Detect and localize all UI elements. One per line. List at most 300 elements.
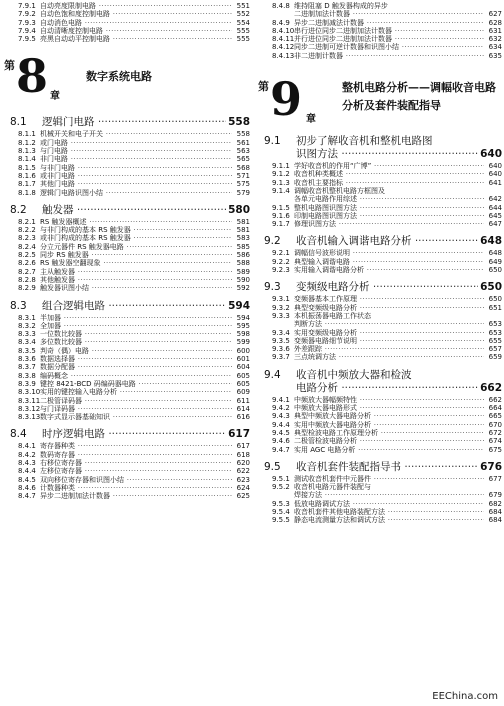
entry-page: 600	[236, 346, 250, 355]
section-number: 9.4	[264, 368, 281, 381]
section-title-cont: 识图方法 ·····	[296, 148, 478, 160]
toc-entry	[4, 251, 250, 259]
section-number: 9.2	[264, 235, 281, 248]
entry-number: 8.3.11	[18, 396, 41, 405]
toc-entry	[258, 312, 502, 320]
entry-title: 多位数比较器 ·····	[40, 338, 232, 346]
toc-entry	[4, 172, 250, 180]
entry-title: 实用 AGC 电路分析 ·····	[294, 446, 484, 454]
entry-title: 或非门电路 ·····	[40, 172, 232, 180]
entry-page: 568	[236, 163, 250, 172]
entry-title: 变频器基本工作原理 ·····	[294, 295, 484, 303]
entry-title: 同步二进制可逆计数器和识图小结 ·····	[294, 43, 484, 51]
toc-entry	[258, 304, 502, 312]
section-page: 580	[228, 203, 250, 216]
entry-title: 实用变频级电路分析 ·····	[294, 329, 484, 337]
entry-page: 585	[236, 242, 250, 251]
entry-page: 634	[488, 43, 502, 52]
entry-number: 9.3.6	[272, 345, 290, 354]
section-page: 640	[480, 148, 502, 161]
entry-title: 数码寄存器 ·····	[40, 451, 232, 459]
toc-entry	[4, 268, 250, 276]
entry-number: 8.3.6	[18, 355, 36, 364]
entry-page: 583	[236, 234, 250, 243]
chapter-9-header	[258, 72, 502, 132]
toc-entry	[4, 492, 250, 500]
section-title: 组合逻辑电路 ·····	[42, 300, 226, 312]
toc-entry	[258, 483, 502, 491]
entry-page: 648	[488, 249, 502, 258]
toc-entry	[258, 249, 502, 257]
toc-entry	[4, 234, 250, 242]
entry-number: 9.1.4	[272, 186, 290, 195]
toc-entry	[258, 179, 502, 187]
spacer	[258, 454, 502, 458]
section-entries	[258, 396, 502, 454]
entry-title: 焊接方法 ·····	[294, 491, 484, 499]
entry-title: RS 触发器概述 ·····	[40, 218, 232, 226]
section-page: 558	[228, 116, 250, 129]
entry-page: 641	[488, 178, 502, 187]
entry-page: 623	[236, 475, 250, 484]
toc-entry	[4, 276, 250, 284]
entry-title: 静态电流测量方法和调试方法 ·····	[294, 516, 484, 524]
entry-page: 565	[236, 155, 250, 164]
entry-number: 8.1.2	[18, 138, 36, 147]
entry-title: 本机振荡器电路工作状态	[294, 311, 371, 320]
toc-entry	[4, 347, 250, 355]
section-entries	[258, 249, 502, 274]
toc-entry	[4, 397, 250, 405]
entry-title: 左移位寄存器 ·····	[40, 467, 232, 475]
toc-entry	[4, 226, 250, 234]
chapter-9-sections	[258, 135, 502, 529]
entry-title: 亮黑自动动平控制电路 ·····	[40, 35, 232, 43]
toc-entry	[258, 27, 502, 35]
toc-entry	[4, 130, 250, 138]
entry-number: 8.3.8	[18, 371, 36, 380]
section-heading	[4, 428, 250, 440]
entry-page: 605	[236, 379, 250, 388]
toc-entry	[4, 2, 250, 10]
entry-page: 617	[236, 442, 250, 451]
entry-number: 9.4.2	[272, 404, 290, 413]
entry-number: 9.5.4	[272, 507, 290, 516]
section-heading-cont	[258, 148, 502, 160]
entry-title: 主从触发器 ·····	[40, 268, 232, 276]
toc-entry	[4, 155, 250, 163]
toc-entry	[4, 19, 250, 27]
entry-page: 628	[488, 18, 502, 27]
section-entries	[4, 130, 250, 196]
entry-title: 数据分配器 ·····	[40, 363, 232, 371]
entry-title: 自动色饱和度控制电路 ·····	[40, 10, 232, 18]
section-entries	[258, 295, 502, 361]
right-column	[258, 0, 502, 529]
entry-number: 8.3.4	[18, 338, 36, 347]
entry-number: 8.4.8	[272, 2, 290, 10]
entry-page: 682	[488, 499, 502, 508]
entry-page: 588	[236, 259, 250, 268]
section-heading	[258, 235, 502, 247]
toc-entry	[4, 180, 250, 188]
entry-page: 640	[488, 170, 502, 179]
entry-number: 9.4.4	[272, 420, 290, 429]
entry-number: 9.3.5	[272, 336, 290, 345]
toc-entry	[258, 337, 502, 345]
toc-entry	[258, 353, 502, 361]
section-heading-cont	[258, 382, 502, 394]
toc-entry	[258, 295, 502, 303]
entry-title: 收音机电路元器件装配与	[294, 483, 371, 492]
chapter-suffix: 章	[50, 91, 60, 103]
entry-page: 592	[236, 284, 250, 293]
section-title: 收音机套件装配指导书 ·····	[296, 461, 478, 473]
entry-title: 与非门电路 ·····	[40, 164, 232, 172]
entry-number: 8.3.13	[18, 413, 41, 422]
chapter-title: 数字系统电路	[86, 70, 152, 84]
section-title: 时序逻辑电路 ·····	[42, 428, 226, 440]
entry-title: 触发器识图小结 ·····	[40, 284, 232, 292]
entry-title: 半加器 ·····	[40, 314, 232, 322]
entry-page: 631	[488, 26, 502, 35]
section-heading	[258, 369, 502, 381]
toc-entry	[258, 195, 502, 203]
entry-number: 9.2.2	[272, 257, 290, 266]
entry-page: 601	[236, 355, 250, 364]
spacer	[4, 197, 250, 201]
section-entries	[4, 442, 250, 500]
entry-page: 609	[236, 388, 250, 397]
toc-entry	[258, 43, 502, 51]
section-page: 676	[480, 460, 502, 473]
entry-number: 9.5.3	[272, 499, 290, 508]
entry-number: 8.2.9	[18, 284, 36, 293]
entry-number: 8.1.6	[18, 171, 36, 180]
entry-number: 9.1.6	[272, 211, 290, 220]
entry-number: 9.4.5	[272, 428, 290, 437]
section-title: 收音机输入调谐电路分析 ·····	[296, 235, 478, 247]
entry-title: 并行进位同步二进制加法计数器 ·····	[294, 35, 484, 43]
entry-title: 其他触发器 ·····	[40, 276, 232, 284]
entry-page: 657	[488, 345, 502, 354]
entry-title: 右移位寄存器 ·····	[40, 459, 232, 467]
spacer	[258, 362, 502, 366]
entry-title: 中频放大器幅频特性 ·····	[294, 396, 484, 404]
section-title: 逻辑门电路 ·····	[42, 116, 226, 128]
entry-page: 554	[236, 18, 250, 27]
entry-page: 677	[488, 474, 502, 483]
toc-entry	[4, 10, 250, 18]
chapter-8-header	[4, 51, 250, 113]
entry-number: 7.9.4	[18, 26, 36, 35]
toc-entry	[258, 10, 502, 18]
toc-list-7-9	[4, 2, 250, 43]
toc-entry	[258, 204, 502, 212]
spacer	[4, 293, 250, 297]
section-number: 9.5	[264, 460, 281, 473]
entry-number: 8.1.5	[18, 163, 36, 172]
toc-entry	[4, 139, 250, 147]
toc-entry	[4, 35, 250, 43]
entry-number: 9.4.7	[272, 445, 290, 454]
toc-entry	[4, 451, 250, 459]
entry-title: RS 触发器空翻现象 ·····	[40, 259, 232, 267]
entry-page: 659	[488, 353, 502, 362]
entry-page: 618	[236, 450, 250, 459]
toc-entry	[258, 35, 502, 43]
section-entries	[4, 218, 250, 293]
entry-number: 9.1.5	[272, 203, 290, 212]
entry-page: 675	[488, 445, 502, 454]
toc-entry	[258, 329, 502, 337]
entry-number: 7.9.1	[18, 2, 36, 10]
entry-number: 9.1.3	[272, 178, 290, 187]
toc-entry	[4, 322, 250, 330]
toc-entry	[258, 345, 502, 353]
entry-page: 575	[236, 180, 250, 189]
entry-number: 8.4.7	[18, 492, 36, 501]
entry-number: 7.9.2	[18, 10, 36, 19]
entry-title: 键控 8421-BCD 码编码器电路 ·····	[40, 380, 232, 388]
toc-entry	[258, 437, 502, 445]
entry-number: 8.2.6	[18, 259, 36, 268]
toc-entry	[4, 476, 250, 484]
entry-page: 590	[236, 275, 250, 284]
toc-entry	[258, 162, 502, 170]
entry-title: 与门译码器 ·····	[40, 405, 232, 413]
section-heading	[258, 281, 502, 293]
entry-title: 或门电路 ·····	[40, 139, 232, 147]
toc-entry	[258, 446, 502, 454]
toc-entry	[4, 380, 250, 388]
toc-entry	[258, 508, 502, 516]
toc-entry	[4, 355, 250, 363]
entry-page: 598	[236, 330, 250, 339]
entry-number: 8.4.2	[18, 450, 36, 459]
entry-page: 604	[236, 363, 250, 372]
entry-number: 8.1.7	[18, 180, 36, 189]
entry-page: 594	[236, 313, 250, 322]
section-title: 触发器 ·····	[42, 204, 226, 216]
toc-entry	[4, 314, 250, 322]
entry-number: 8.3.2	[18, 321, 36, 330]
toc-list-8-4-cont	[258, 2, 502, 60]
entry-page: 581	[236, 226, 250, 235]
toc-entry	[4, 413, 250, 421]
entry-title: 寄存器种类 ·····	[40, 442, 232, 450]
entry-number: 8.4.13	[272, 51, 295, 60]
entry-title: 实用输入调谐电路分析 ·····	[294, 266, 484, 274]
section-heading	[4, 300, 250, 312]
entry-title: 二极管译码器 ·····	[40, 397, 232, 405]
entry-title: 三点统调方法 ·····	[294, 353, 484, 361]
entry-number: 9.4.6	[272, 437, 290, 446]
entry-page: 599	[236, 338, 250, 347]
entry-number: 8.1.3	[18, 147, 36, 156]
toc-entry	[258, 491, 502, 499]
entry-number: 9.2.1	[272, 249, 290, 258]
entry-title: 收音机主要指标 ·····	[294, 179, 484, 187]
entry-page: 563	[236, 147, 250, 156]
entry-page: 595	[236, 321, 250, 330]
toc-entry	[258, 516, 502, 524]
entry-number: 8.4.5	[18, 475, 36, 484]
entry-page: 650	[488, 266, 502, 275]
entry-title: 典型检波电路工作原理分析 ·····	[294, 429, 484, 437]
toc-entry	[4, 330, 250, 338]
entry-title: 典型输入调谐电路 ·····	[294, 258, 484, 266]
toc-entry	[4, 459, 250, 467]
chapter-title-line2: 分析及套件装配指导	[342, 99, 441, 113]
entry-number: 8.3.9	[18, 379, 36, 388]
entry-number: 9.4.3	[272, 412, 290, 421]
entry-page: 642	[488, 195, 502, 204]
entry-number: 9.3.3	[272, 311, 290, 320]
toc-entry	[4, 442, 250, 450]
entry-page: 684	[488, 516, 502, 525]
entry-number: 8.1.8	[18, 188, 36, 197]
entry-number: 9.5.2	[272, 483, 290, 492]
entry-page: 632	[488, 35, 502, 44]
entry-number: 8.4.3	[18, 458, 36, 467]
entry-number: 8.2.5	[18, 251, 36, 260]
entry-title: 整机电路图识图方法 ·····	[294, 204, 484, 212]
toc-entry	[258, 258, 502, 266]
section-heading	[258, 461, 502, 473]
entry-title: 数字式显示器基础知识 ·····	[40, 413, 232, 421]
toc-entry	[4, 388, 250, 396]
entry-page: 649	[488, 257, 502, 266]
chapter-title-line1: 整机电路分析——调幅收音电路	[342, 81, 496, 95]
entry-number: 9.1.2	[272, 170, 290, 179]
spacer	[258, 274, 502, 278]
toc-entry	[258, 52, 502, 60]
entry-number: 8.1.1	[18, 130, 36, 139]
section-entries	[258, 475, 502, 525]
entry-title: 异步二进制加法计数器 ·····	[40, 492, 232, 500]
section-page: 594	[228, 299, 250, 312]
entry-number: 9.5.1	[272, 474, 290, 483]
chapter-number: 8	[16, 49, 49, 104]
entry-number: 9.1.7	[272, 220, 290, 229]
entry-number: 9.5.5	[272, 516, 290, 525]
entry-number: 8.2.1	[18, 217, 36, 226]
toc-entry	[4, 338, 250, 346]
entry-page: 664	[488, 404, 502, 413]
toc-entry	[4, 27, 250, 35]
entry-title: 中频放大器电路形式 ·····	[294, 404, 484, 412]
toc-entry	[258, 475, 502, 483]
entry-page: 561	[236, 138, 250, 147]
section-number: 9.1	[264, 135, 281, 148]
entry-number: 8.2.8	[18, 275, 36, 284]
entry-title: 逻辑门电路识图小结 ·····	[40, 189, 232, 197]
entry-number: 8.4.10	[272, 26, 295, 35]
entry-number: 8.2.3	[18, 234, 36, 243]
entry-number: 8.1.4	[18, 155, 36, 164]
entry-title: 学好收音机的作用“广博” ·····	[294, 162, 484, 170]
toc-entry	[4, 372, 250, 380]
entry-page: 665	[488, 412, 502, 421]
entry-number: 9.3.1	[272, 295, 290, 304]
entry-page: 579	[236, 188, 250, 197]
entry-page: 674	[488, 437, 502, 446]
entry-number: 7.9.5	[18, 35, 36, 44]
section-page: 662	[480, 381, 502, 394]
entry-page: 571	[236, 171, 250, 180]
entry-title: 修理识图方法 ·····	[294, 220, 484, 228]
entry-page: 653	[488, 328, 502, 337]
toc-entry	[258, 19, 502, 27]
section-entries	[258, 162, 502, 228]
entry-title: 典型中频放大器电路分析 ·····	[294, 412, 484, 420]
entry-title: 编码概念 ·····	[40, 372, 232, 380]
entry-page: 672	[488, 428, 502, 437]
entry-number: 8.3.1	[18, 313, 36, 322]
entry-title: 调幅收音机整机电路方框图及	[294, 186, 385, 195]
entry-title: 与门电路 ·····	[40, 147, 232, 155]
entry-page: 662	[488, 395, 502, 404]
entry-page: 586	[236, 251, 250, 260]
entry-title: 全加器 ·····	[40, 322, 232, 330]
entry-title: 机械开关和电子开关 ·····	[40, 130, 232, 138]
entry-page: 614	[236, 404, 250, 413]
section-number: 8.1	[10, 116, 27, 129]
entry-title: 非门电路 ·····	[40, 155, 232, 163]
section-title: 收音机中频放大器和检波	[296, 368, 412, 381]
entry-title: 串行进位同步二进制加法计数器 ·····	[294, 27, 484, 35]
entry-title: 自动清晰度控制电路 ·····	[40, 27, 232, 35]
toc-entry	[258, 412, 502, 420]
entry-title: 自动亮度限制电路 ·····	[40, 2, 232, 10]
entry-title: 实用中频放大器电路分析 ·····	[294, 421, 484, 429]
section-heading	[258, 135, 502, 147]
entry-page: 611	[236, 396, 250, 405]
spacer	[258, 228, 502, 232]
toc-entry	[4, 484, 250, 492]
entry-page: 551	[236, 2, 250, 10]
toc-entry	[4, 284, 250, 292]
section-number: 8.2	[10, 203, 27, 216]
toc-entry	[4, 259, 250, 267]
entry-title: 变频器电路细节说明 ·····	[294, 337, 484, 345]
section-heading	[4, 204, 250, 216]
entry-title: 异步二进制减法计数器 ·····	[294, 19, 484, 27]
toc-entry	[4, 467, 250, 475]
section-page: 617	[228, 428, 250, 441]
entry-number: 8.4.4	[18, 467, 36, 476]
entry-number: 8.2.7	[18, 267, 36, 276]
entry-title: 判奇（偶）电路 ·····	[40, 347, 232, 355]
toc-entry	[4, 164, 250, 172]
entry-number: 9.4.1	[272, 395, 290, 404]
entry-page: 627	[488, 10, 502, 19]
entry-page: 655	[488, 336, 502, 345]
toc-entry	[4, 363, 250, 371]
toc-entry	[258, 421, 502, 429]
entry-page: 647	[488, 220, 502, 229]
entry-page: 670	[488, 420, 502, 429]
entry-number: 8.3.12	[18, 404, 41, 413]
entry-title: 收音机套件其他电路装配方法 ·····	[294, 508, 484, 516]
chapter-label: 第	[4, 59, 15, 73]
toc-entry	[4, 189, 250, 197]
entry-title: 实用的键控输入电路分析 ·····	[40, 388, 232, 396]
entry-page: 653	[488, 320, 502, 329]
entry-page: 589	[236, 267, 250, 276]
entry-page: 620	[236, 458, 250, 467]
